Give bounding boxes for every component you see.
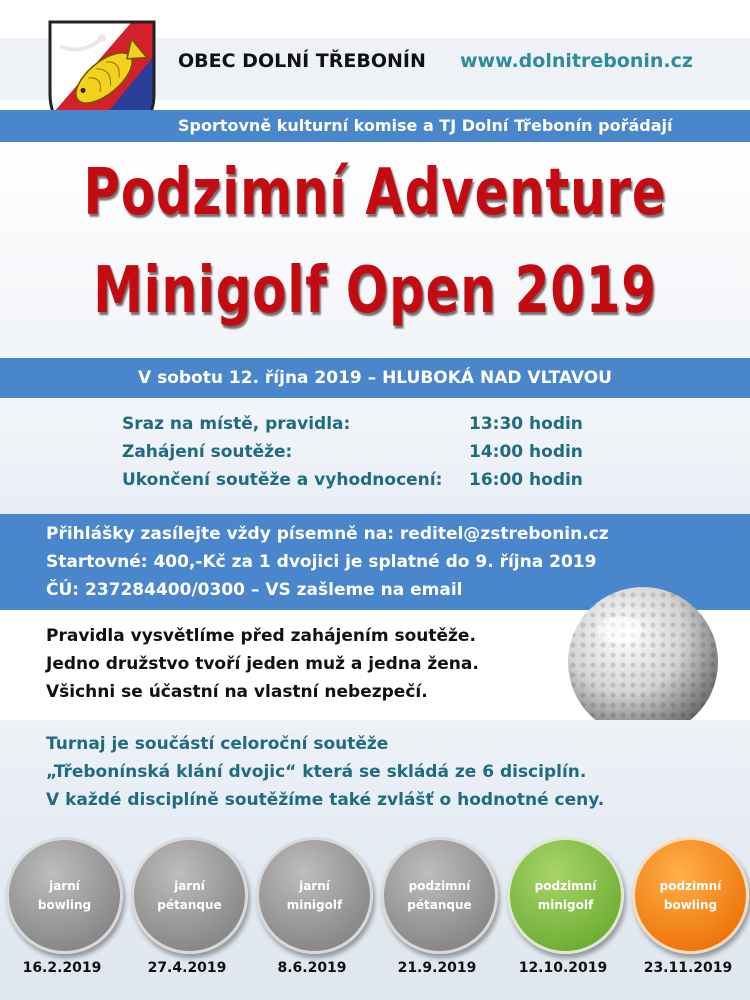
discipline-badge xyxy=(381,837,498,954)
registration-line: Přihlášky zasílejte vždy písemně na: reditel@zstrebonin.cz xyxy=(46,524,609,544)
tournament-note-line: „Třebonínská klání dvojic“ která se skládá ze 6 disciplín. xyxy=(46,762,587,782)
schedule-time: 14:00 hodin xyxy=(469,442,583,462)
discipline-name: minigolf xyxy=(537,897,594,912)
discipline-season: jarní xyxy=(49,878,80,893)
rule-line: Všichni se účastní na vlastní nebezpečí. xyxy=(46,682,428,702)
tournament-note-line: V každé disciplíně soutěžíme také zvlášť o hodnotné ceny. xyxy=(46,790,605,810)
schedule-time: 13:30 hodin xyxy=(469,414,583,434)
discipline-name: minigolf xyxy=(286,897,343,912)
municipality-title: OBEC DOLNÍ TŘEBONÍN xyxy=(178,50,426,72)
event-title-line-1: Podzimní Adventure xyxy=(83,156,667,230)
discipline-season: jarní xyxy=(174,878,205,893)
discipline-date: 23.11.2019 xyxy=(643,960,733,976)
rule-line: Jedno družstvo tvoří jeden muž a jedna žena. xyxy=(46,654,479,674)
discipline-season: podzimní xyxy=(534,878,597,893)
discipline-badge xyxy=(131,837,248,954)
discipline-date: 12.10.2019 xyxy=(518,960,608,976)
discipline-name: bowling xyxy=(37,897,92,912)
schedule-label: Zahájení soutěže: xyxy=(122,442,293,462)
discipline-name: pétanque xyxy=(157,897,222,912)
discipline-date: 8.6.2019 xyxy=(277,960,347,976)
discipline-badge xyxy=(256,837,373,954)
discipline-name: bowling xyxy=(663,897,718,912)
schedule-time: 16:00 hodin xyxy=(469,470,583,490)
discipline-badge xyxy=(6,837,123,954)
registration-line: Startovné: 400,-Kč za 1 dvojici je splatné do 9. října 2019 xyxy=(46,552,597,572)
discipline-date: 16.2.2019 xyxy=(22,960,102,976)
discipline-name: pétanque xyxy=(407,897,472,912)
discipline-date: 21.9.2019 xyxy=(397,960,477,976)
organizers-text: Sportovně kulturní komise a TJ Dolní Třebonín pořádají xyxy=(178,116,673,135)
registration-line: ČÚ: 237284400/0300 – VS zašleme na email xyxy=(46,580,463,600)
event-date-location: V sobotu 12. října 2019 – HLUBOKÁ NAD VLTAVOU xyxy=(138,368,612,388)
rule-line: Pravidla vysvětlíme před zahájením soutěže. xyxy=(46,626,476,646)
schedule-label: Ukončení soutěže a vyhodnocení: xyxy=(122,470,443,490)
schedule-label: Sraz na místě, pravidla: xyxy=(122,414,351,434)
event-title-line-2: Minigolf Open 2019 xyxy=(93,254,657,328)
tournament-note-line: Turnaj je součástí celoroční soutěže xyxy=(46,734,389,754)
discipline-season: podzimní xyxy=(659,878,722,893)
discipline-badge-next xyxy=(632,837,749,954)
discipline-season: jarní xyxy=(299,878,330,893)
discipline-season: podzimní xyxy=(408,878,471,893)
schedule-section xyxy=(0,398,750,514)
website-link[interactable]: www.dolnitrebonin.cz xyxy=(460,50,693,72)
discipline-badge-current xyxy=(507,837,624,954)
discipline-date: 27.4.2019 xyxy=(147,960,227,976)
